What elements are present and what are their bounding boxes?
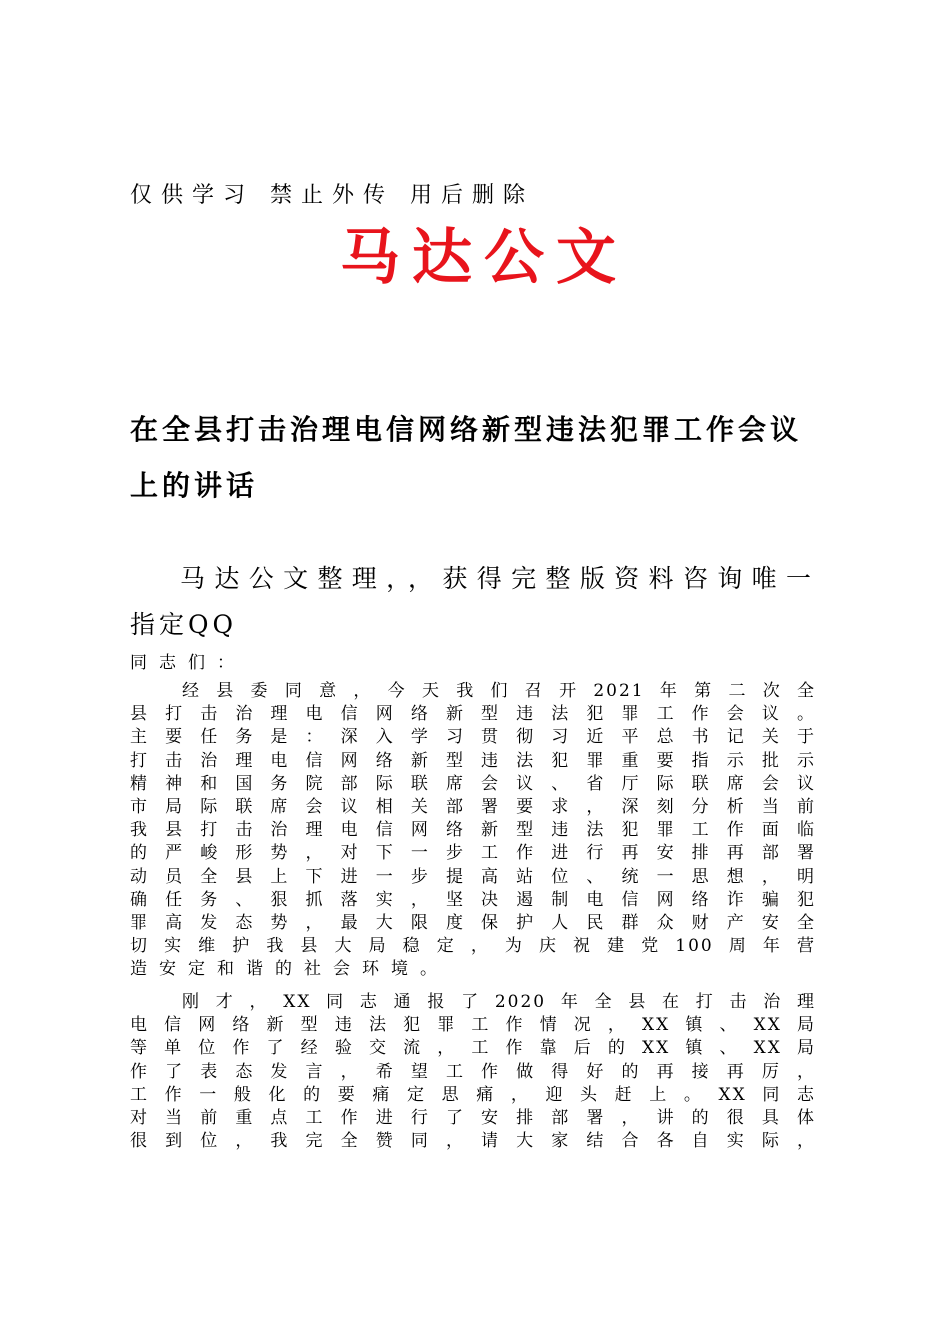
paragraph-line: 等单位作了经验交流，工作靠后的XX镇、XX局	[130, 1038, 816, 1059]
paragraph-line: 县打击治理电信网络新型违法犯罪工作会议。	[130, 704, 816, 725]
paragraph-line: 打击治理电信网络新型违法犯罪重要指示批示	[130, 750, 816, 771]
greeting: 同志们：	[130, 653, 246, 673]
paragraph-line: 罪高发态势，最大限度保护人民群众财产安全	[130, 913, 816, 934]
document-title: 在全县打击治理电信网络新型违法犯罪工作会议上的讲话	[130, 413, 803, 502]
brand-logo-text: 马达公文	[340, 223, 628, 293]
paragraph-line: 电信网络新型违法犯罪工作情况，XX镇、XX局	[130, 1015, 816, 1036]
paragraph-line: 动员全县上下进一步提高站位、统一思想，明	[130, 866, 816, 887]
paragraph-line: 对当前重点工作进行了安排部署，讲的很具体	[130, 1108, 816, 1129]
paragraph-1	[130, 680, 816, 982]
paragraph-line: 工作一般化的要痛定思痛，迎头赶上。XX同志	[130, 1084, 816, 1105]
paragraph-line: 切实维护我县大局稳定，为庆祝建党100周年营	[130, 936, 816, 957]
paragraph-line: 精神和国务院部际联席会议、省厅际联席会议	[130, 773, 816, 794]
paragraph-line: 很到位，我完全赞同，请大家结合各自实际，	[130, 1131, 816, 1152]
intro-line-2: 指定QQ	[130, 610, 237, 639]
paragraph-line: 造安定和谐的社会环境。	[130, 959, 449, 980]
paragraph-line: 我县打击治理电信网络新型违法犯罪工作面临	[130, 820, 816, 841]
paragraph-line: 的严峻形势，对下一步工作进行再安排再部署	[130, 843, 816, 864]
paragraph-2	[130, 991, 816, 1153]
paragraph-line: 主要任务是：深入学习贯彻习近平总书记关于	[130, 727, 816, 748]
paragraph-line: 作了表态发言，希望工作做得好的再接再厉，	[130, 1061, 816, 1082]
intro-text	[130, 556, 820, 648]
paragraph-line: 刚才，XX同志通报了2020年全县在打击治理	[182, 992, 816, 1012]
usage-notice: 仅供学习 禁止外传 用后删除	[130, 183, 534, 208]
paragraph-line: 确任务、狠抓落实，坚决遏制电信网络诈骗犯	[130, 889, 816, 910]
intro-line-1: 马达公文整理，，获得完整版资料咨询唯一	[180, 564, 820, 593]
paragraph-line: 经县委同意，今天我们召开2021年第二次全	[182, 681, 816, 701]
paragraph-line: 市局际联席会议相关部署要求，深刻分析当前	[130, 797, 816, 818]
